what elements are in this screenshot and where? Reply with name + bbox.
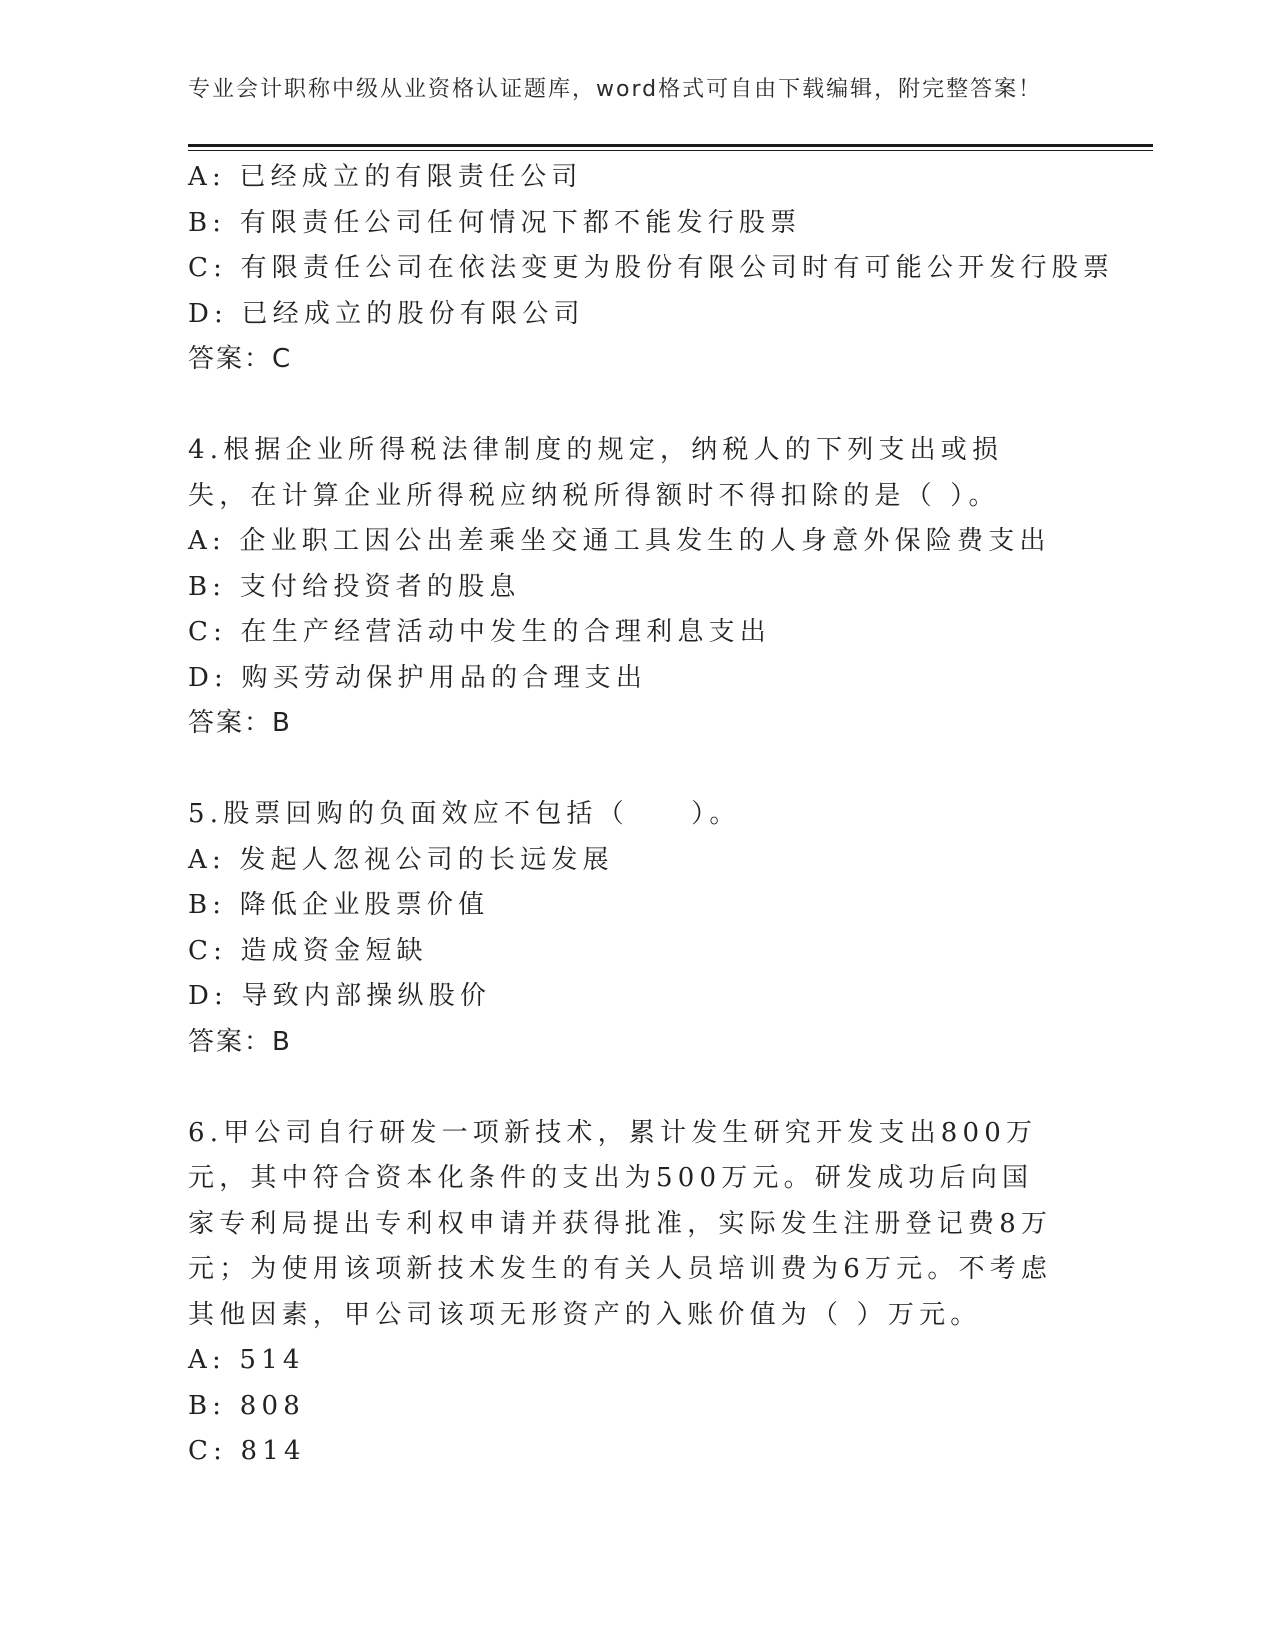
q3-option-b: B: 有限责任公司任何情况下都不能发行股票 bbox=[188, 207, 802, 238]
q3-option-c: C: 有限责任公司在依法变更为股份有限公司时有可能公开发行股票 bbox=[188, 253, 1115, 283]
header-rule-thin bbox=[188, 150, 1153, 151]
q4-option-c: C: 在生产经营活动中发生的合理利息支出 bbox=[188, 617, 771, 647]
q4-option-b: B: 支付给投资者的股息 bbox=[188, 571, 521, 602]
q3-option-a: A: 已经成立的有限责任公司 bbox=[188, 162, 583, 192]
header-rule-thick bbox=[188, 144, 1153, 147]
page-header: 专业会计职称中级从业资格认证题库，word格式可自由下载编辑，附完整答案！ bbox=[188, 77, 1043, 102]
q4-option-d: D: 购买劳动保护用品的合理支出 bbox=[188, 662, 648, 693]
q4-stem: 4.根据企业所得税法律制度的规定，纳税人的下列支出或损失，在计算企业所得税应纳税所得额时不得扣除的是（ ）。 bbox=[188, 435, 1004, 511]
q5-option-c: C: 造成资金短缺 bbox=[188, 935, 428, 966]
q6-option-b: B: 808 bbox=[188, 1390, 305, 1421]
question-content bbox=[188, 155, 1115, 1475]
q6-stem: 6.甲公司自行研发一项新技术，累计发生研究开发支出800万元，其中符合资本化条件的支出为500万元。研发成功后向国家专利局提出专利权申请并获得批准，实际发生注册登记费8万元；为使用该项新技术发生的有关人员培训费为6万元。不考虑其他因素，甲公司该项无形资产的入账价值为（ ）万元。 bbox=[188, 1117, 1053, 1330]
q6-option-a: A: 514 bbox=[188, 1345, 305, 1375]
q5-option-b: B: 降低企业股票价值 bbox=[188, 890, 490, 920]
q3-answer: 答案：C bbox=[188, 344, 293, 374]
q5-stem: 5.股票回购的负面效应不包括（ ）。 bbox=[188, 799, 741, 829]
q6-option-c: C: 814 bbox=[188, 1436, 306, 1466]
q4-answer: 答案：B bbox=[188, 708, 292, 738]
q3-option-d: D: 已经成立的股份有限公司 bbox=[188, 298, 585, 329]
q5-answer: 答案：B bbox=[188, 1026, 292, 1057]
q5-option-a: A: 发起人忽视公司的长远发展 bbox=[188, 844, 614, 875]
q5-option-d: D: 导致内部操纵股价 bbox=[188, 981, 492, 1011]
q4-option-a: A: 企业职工因公出差乘坐交通工具发生的人身意外保险费支出 bbox=[188, 526, 1051, 556]
